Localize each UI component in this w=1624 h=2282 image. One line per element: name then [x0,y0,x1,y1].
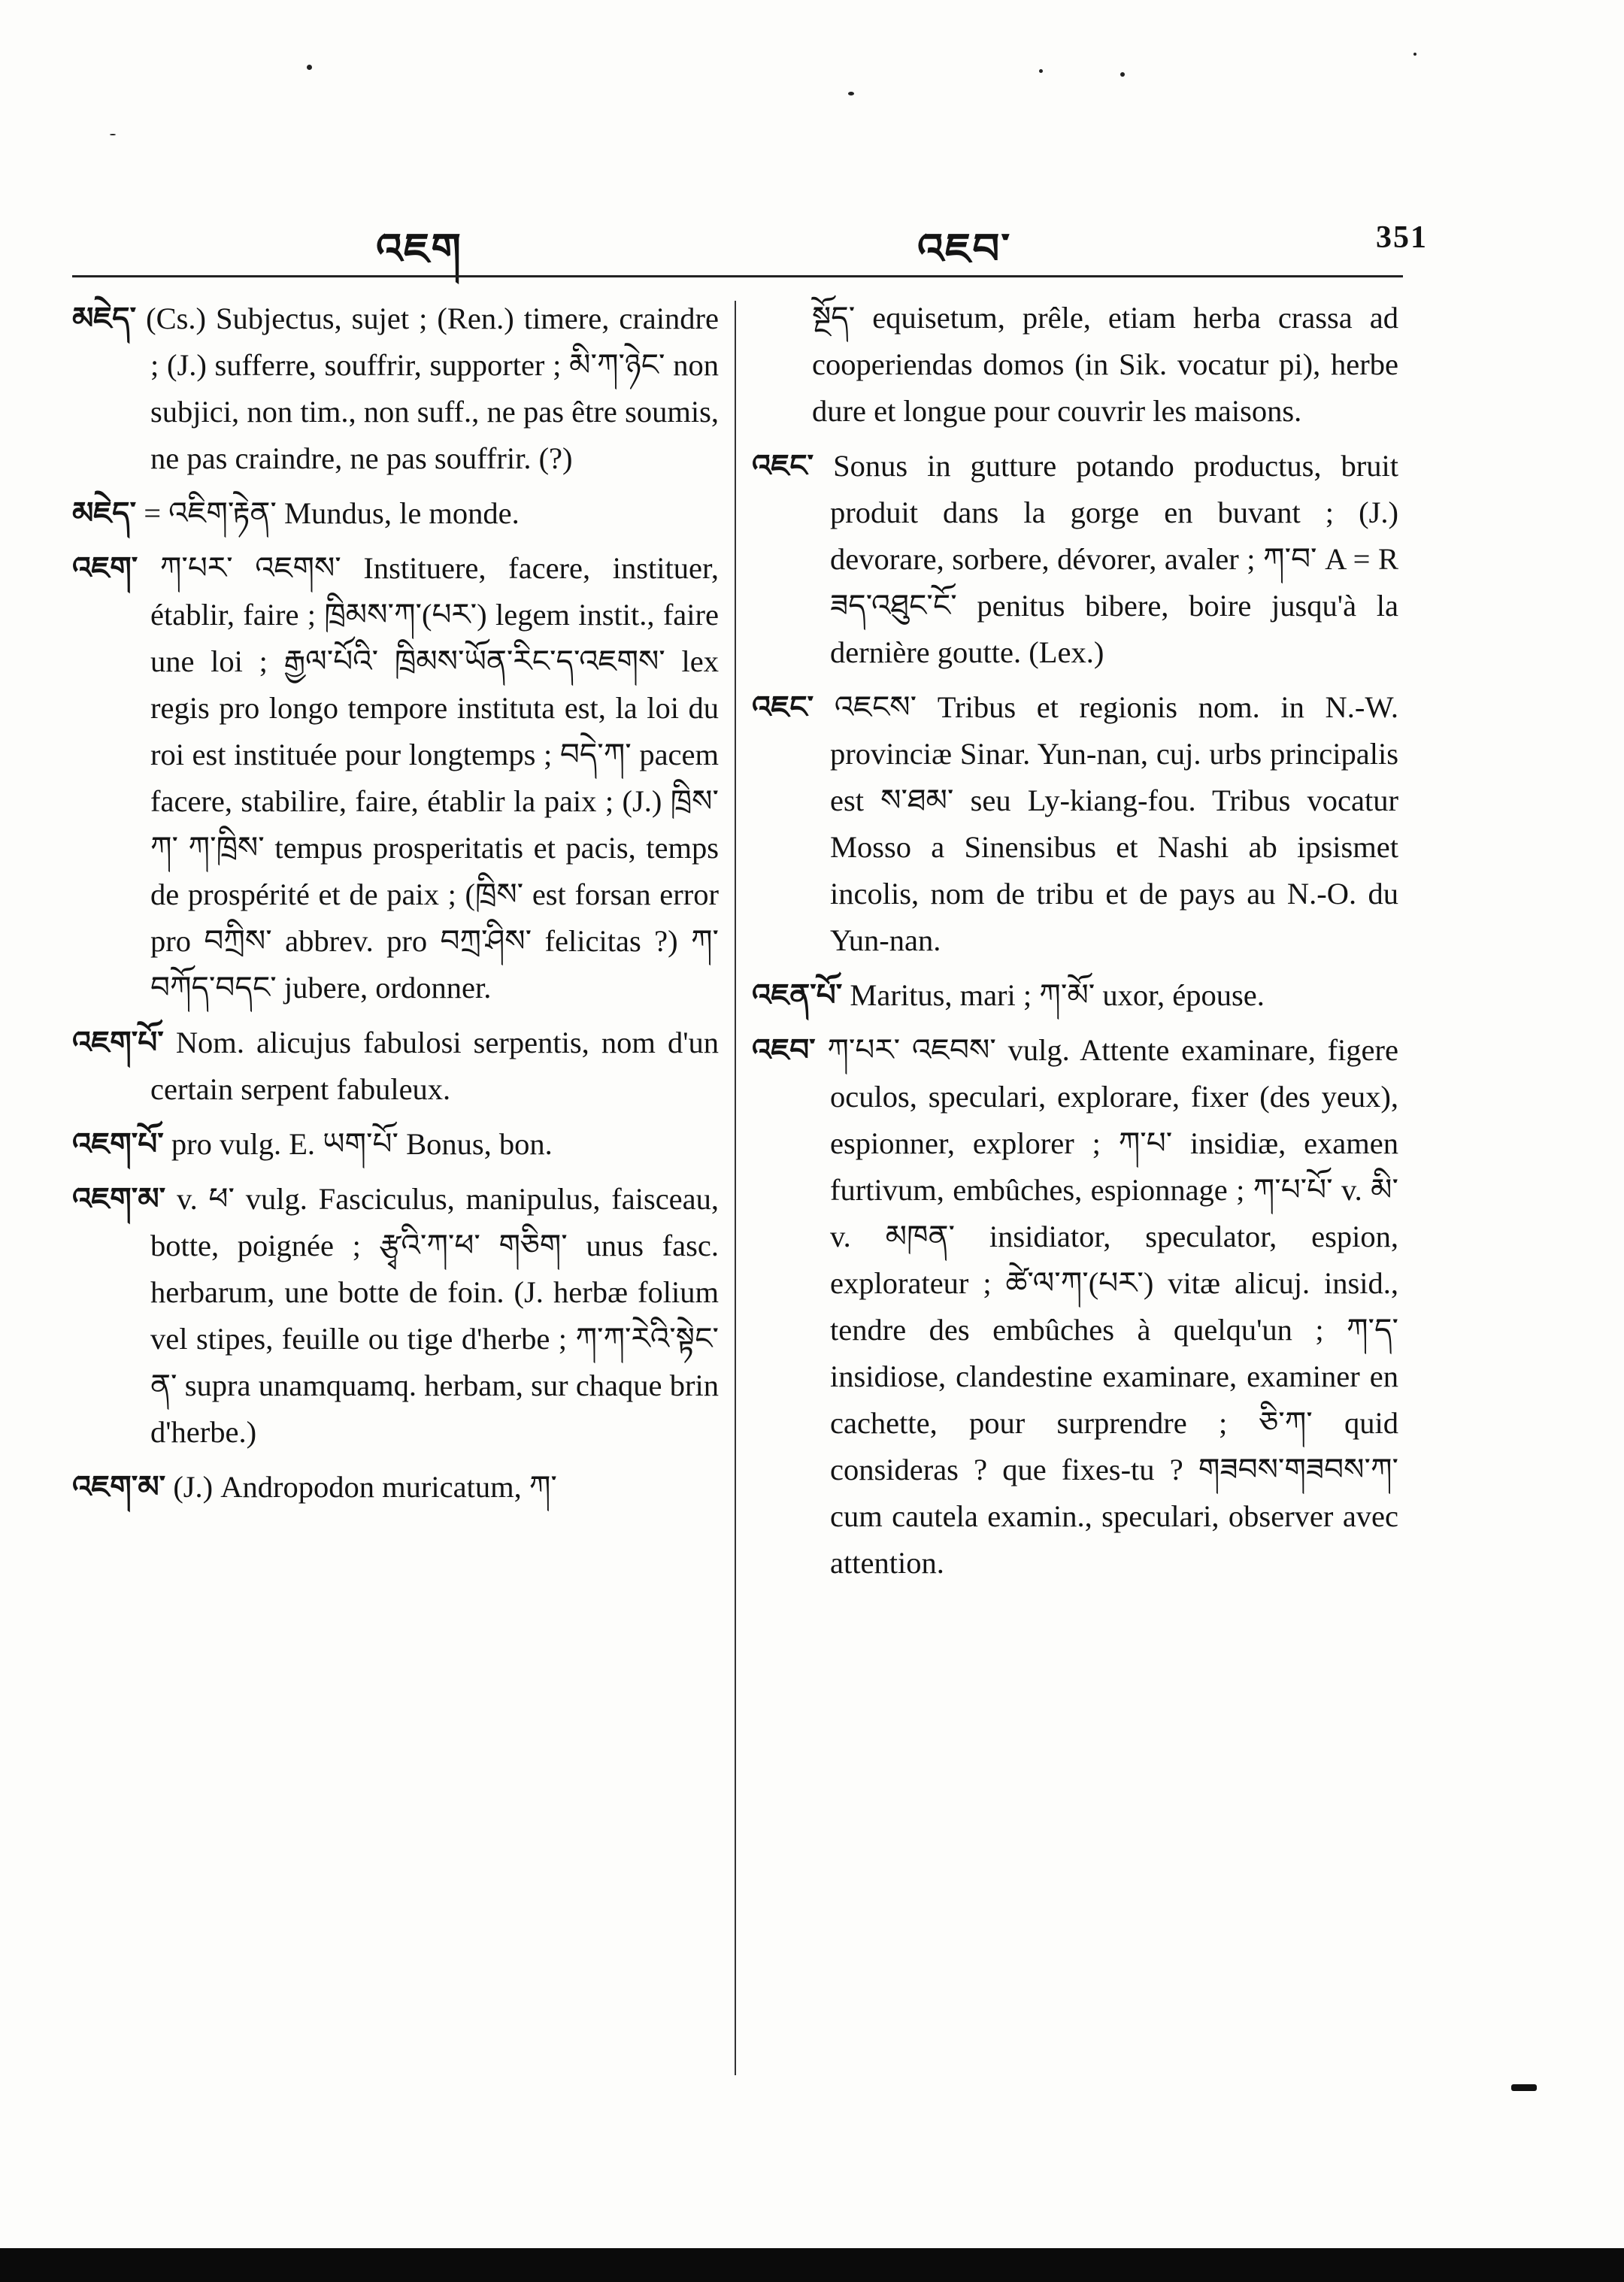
dictionary-entry [752,295,1398,435]
entry-headword: འཇག་མ་ [72,1180,166,1217]
column-divider [735,301,736,2075]
entry-headword: འཇང་ [752,689,814,725]
entry-headword: འཇག་པོ་ [72,1126,164,1162]
entry-text: v. ཕ་ vulg. Fasciculus, manipulus, faisceau, botte, poignée ; རྩྭའི་ཀ་ཕ་ གཅིག་ unus fasc. herbarum, une botte de foin. (J. herbæ folium vel stipes, feuille ou tige d'herbe ; ཀ་ཀ་རེའི་སྟེང་ན་ supra unamquamq. herbam, sur chaque brin d'herbe.) [150,1182,720,1449]
right-column [752,295,1398,1594]
dictionary-entry [72,295,719,482]
entry-text: Nom. alicujus fabulosi serpentis, nom d'un certain serpent fabuleux. [150,1026,720,1106]
dictionary-entry [72,1463,719,1511]
entry-headword: འཇན་པོ་ [752,977,843,1013]
edge-mark [1511,2084,1537,2091]
running-head-center: འཇབ་ [917,224,1012,274]
entry-text: = འཇིག་རྟེན་ Mundus, le monde. [144,496,520,530]
running-head-left: འཇག [376,224,462,274]
dictionary-entry [72,489,719,537]
dictionary-entry [752,1026,1398,1586]
page-number: 351 [1376,220,1428,255]
entry-text: (J.) Andropodon muricatum, ཀ་ [173,1470,557,1504]
entry-text: Maritus, mari ; ཀ་མོ་ uxor, épouse. [850,978,1265,1012]
dictionary-entry [72,544,719,1011]
scan-speck [1120,72,1125,77]
entry-text: pro vulg. E. ཡག་པོ་ Bonus, bon. [171,1127,553,1161]
entry-headword: མཇེད་ [72,495,137,531]
entry-headword: འཇག་ [72,550,138,586]
scan-bottom-band [0,2248,1624,2282]
dictionary-entry [752,442,1398,676]
entry-headword: འཇག་པོ་ [72,1024,164,1060]
entry-text: (Cs.) Subjectus, sujet ; (Ren.) timere, craindre ; (J.) sufferre, souffrir, supporter ; མི་ཀ་ཉེང་ non subjici, non tim., non suff., ne pas être soumis, ne pas craindre, ne pas souffrir. (?) [146,302,719,475]
scan-speck [1413,53,1416,56]
entry-headword: འཇག་མ་ [72,1468,166,1505]
scan-speck [110,134,116,135]
entry-text: ཀ་པར་ འཇགས་ Instituere, facere, instituer, établir, faire ; ཁྲིམས་ཀ་(པར་) legem instit., faire une loi ; རྒྱལ་པོའི་ ཁྲིམས་ཡོན་རིང་ད་འཇགས་ lex regis pro longo tempore instituta est, la loi du roi est instituée pour longtemps ; བདེ་ཀ་ pacem facere, stabilire, faire, établir la paix ; (J.) ཁྲིས་ཀ་ ཀ་ཁྲིས་ tempus prosperitatis et pacis, temps de prospérité et de paix ; (ཁྲིས་ est forsan error pro བཀྲིས་ abbrev. pro བཀྲ་ཤིས་ felicitas ?) ཀ་བཀོད་བདང་ jubere, ordonner. [150,551,719,1005]
header-rule [72,275,1403,277]
entry-headword: འཇབ་ [752,1032,816,1068]
entry-headword: འཇང་ [752,447,814,483]
left-column [72,295,719,1518]
entry-headword: མཇེད་ [72,300,137,336]
scan-speck [307,65,312,70]
dictionary-entry [752,971,1398,1019]
dictionary-entry [72,1175,719,1456]
dictionary-entry [72,1120,719,1168]
entry-text: སྔོད་ equisetum, prêle, etiam herba crassa ad cooperiendas domos (in Sik. vocatur pi), herbe dure et longue pour couvrir les maisons. [812,301,1398,428]
scan-speck [848,92,854,95]
dictionary-entry [752,683,1398,964]
dictionary-entry [72,1019,719,1113]
entry-text: Sonus in gutture potando productus, bruit produit dans la gorge en buvant ; (J.) devorare, sorbere, dévorer, avaler ; ཀ་བ་ A = R ཟད་འཐུང་ངོ་ penitus bibere, boire jusqu'à la dernière goutte. (Lex.) [830,449,1399,669]
entry-text: ཀ་པར་ འཇབས་ vulg. Attente examinare, figere oculos, speculari, explorare, fixer (des yeux), espionner, explorer ; ཀ་པ་ insidiæ, examen furtivum, embûches, espionnage ; ཀ་པ་པོ་ v. མི་ v. མཁན་ insidiator, speculator, espion, explorateur ; ཚེ་ལ་ཀ་(པར་) vitæ alicuj. insid., tendre des embûches à quelqu'un ; ཀ་ད་ insidiose, clandestine examinare, examiner en cachette, pour surprendre ; ཅི་ཀ་ quid consideras ? que fixes-tu ? གཟབས་གཟབས་ཀ་ cum cautela examin., speculari, observer avec attention. [827,1033,1398,1580]
scan-speck [1039,69,1043,73]
entry-text: འཇངས་ Tribus et regionis nom. in N.-W. provinciæ Sinar. Yun-nan, cuj. urbs principalis est ས་ཐམ་ seu Ly-kiang-fou. Tribus vocatur Mosso a Sinensibus et Nashi ab ipsismet incolis, nom de tribu et de pays au N.-O. du Yun-nan. [830,690,1399,957]
